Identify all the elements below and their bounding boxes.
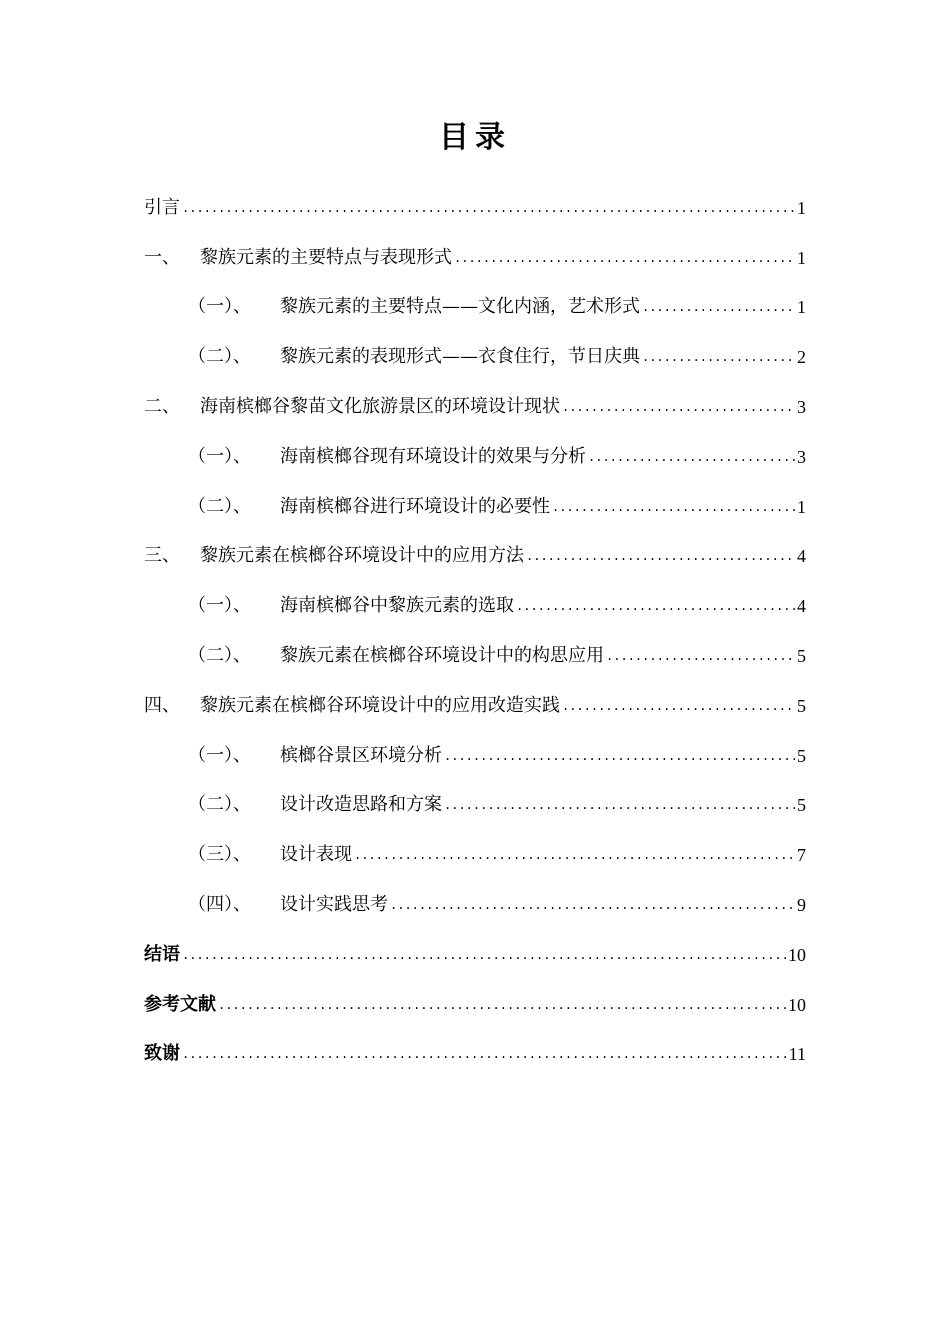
toc-entry-section-4-4[interactable]: [144, 867, 806, 917]
toc-dot-leader: [642, 345, 795, 369]
toc-dot-leader: [562, 395, 795, 419]
toc-page-number: 3: [797, 446, 806, 467]
toc-entry-text: 海南槟榔谷现有环境设计的效果与分析: [280, 445, 586, 467]
toc-page-number: 11: [788, 1044, 806, 1065]
toc-entry-text: 设计表现: [280, 844, 352, 866]
toc-entry-section-2-2[interactable]: [144, 469, 806, 519]
toc-entry-chapter-4[interactable]: [144, 668, 806, 718]
toc-entry-section-3-1[interactable]: [144, 568, 806, 618]
toc-dot-leader: [606, 644, 795, 668]
toc-entry-text: 黎族元素的主要特点与表现形式: [200, 246, 452, 268]
toc-page-number: 5: [797, 795, 806, 816]
toc-entry-text: 结语: [144, 943, 180, 965]
toc-dot-leader: [516, 594, 795, 618]
toc-entry-number: （二）、: [188, 794, 251, 816]
table-of-contents: [144, 170, 806, 1066]
toc-dot-leader: [182, 196, 795, 220]
toc-page-number: 1: [797, 297, 806, 318]
toc-entry-text: 黎族元素在槟榔谷环境设计中的应用改造实践: [200, 694, 560, 716]
toc-entry-acknowledgements[interactable]: [144, 1017, 806, 1067]
toc-dot-leader: [354, 843, 795, 867]
toc-entry-text: 海南槟榔谷黎苗文化旅游景区的环境设计现状: [200, 395, 560, 417]
toc-page-number: 3: [797, 396, 806, 417]
toc-entry-number: （四）、: [188, 893, 251, 915]
toc-entry-text: 设计改造思路和方案: [280, 794, 442, 816]
toc-dot-leader: [588, 445, 795, 469]
toc-dot-leader: [182, 943, 786, 967]
toc-dot-leader: [552, 495, 795, 519]
toc-entry-references[interactable]: [144, 967, 806, 1017]
toc-entry-text: 海南槟榔谷中黎族元素的选取: [280, 595, 514, 617]
toc-dot-leader: [444, 793, 795, 817]
toc-entry-section-4-2[interactable]: [144, 768, 806, 818]
toc-dot-leader: [526, 544, 795, 568]
toc-entry-number: 三、: [144, 545, 180, 567]
toc-entry-section-1-2[interactable]: [144, 319, 806, 369]
toc-entry-text: 海南槟榔谷进行环境设计的必要性: [280, 495, 550, 517]
toc-entry-number: 四、: [144, 694, 180, 716]
toc-entry-number: （二）、: [188, 346, 251, 368]
toc-entry-chapter-2[interactable]: [144, 369, 806, 419]
toc-entry-conclusion[interactable]: [144, 917, 806, 967]
toc-entry-section-2-1[interactable]: [144, 419, 806, 469]
toc-page-number: 4: [797, 546, 806, 567]
toc-entry-number: （一）、: [188, 445, 251, 467]
toc-entry-chapter-3[interactable]: [144, 519, 806, 569]
toc-dot-leader: [454, 246, 795, 270]
toc-entry-number: 一、: [144, 246, 180, 268]
toc-dot-leader: [642, 295, 795, 319]
toc-page-number: 7: [797, 845, 806, 866]
toc-entry-number: （一）、: [188, 595, 251, 617]
toc-entry-number: （一）、: [188, 296, 251, 318]
toc-dot-leader: [562, 694, 795, 718]
toc-entry-number: （三）、: [188, 844, 251, 866]
toc-entry-section-3-2[interactable]: [144, 618, 806, 668]
toc-entry-number: 二、: [144, 395, 180, 417]
toc-entry-text: 参考文献: [144, 993, 216, 1015]
toc-dot-leader: [182, 1042, 787, 1066]
toc-page-number: 1: [797, 197, 806, 218]
toc-entry-text: 黎族元素在槟榔谷环境设计中的构思应用: [280, 644, 604, 666]
toc-entry-text: 黎族元素的表现形式——衣食住行，节日庆典: [280, 346, 640, 368]
toc-page-number: 1: [797, 496, 806, 517]
toc-entry-number: （二）、: [188, 644, 251, 666]
toc-page-number: 5: [797, 695, 806, 716]
toc-entry-text: 槟榔谷景区环境分析: [280, 744, 442, 766]
toc-dot-leader: [218, 993, 786, 1017]
toc-entry-section-4-3[interactable]: [144, 817, 806, 867]
page-title: 目录: [439, 120, 511, 155]
toc-entry-number: （一）、: [188, 744, 251, 766]
toc-page-number: 4: [797, 596, 806, 617]
toc-entry-text: 引言: [144, 196, 180, 218]
toc-page-number: 2: [797, 347, 806, 368]
toc-page-number: 5: [797, 745, 806, 766]
toc-entry-introduction[interactable]: [144, 170, 806, 220]
toc-page-number: 5: [797, 645, 806, 666]
toc-entry-text: 黎族元素的主要特点——文化内涵，艺术形式: [280, 296, 640, 318]
toc-entry-text: 黎族元素在槟榔谷环境设计中的应用方法: [200, 545, 524, 567]
toc-page-number: 9: [797, 894, 806, 915]
toc-entry-text: 设计实践思考: [280, 893, 388, 915]
toc-page-number: 10: [788, 944, 806, 965]
toc-dot-leader: [444, 744, 795, 768]
toc-entry-chapter-1[interactable]: [144, 220, 806, 270]
toc-entry-section-1-1[interactable]: [144, 270, 806, 320]
toc-entry-number: （二）、: [188, 495, 251, 517]
toc-page-number: 1: [797, 247, 806, 268]
toc-dot-leader: [390, 893, 795, 917]
toc-page-number: 10: [788, 994, 806, 1015]
toc-entry-section-4-1[interactable]: [144, 718, 806, 768]
toc-entry-text: 致谢: [144, 1043, 180, 1065]
